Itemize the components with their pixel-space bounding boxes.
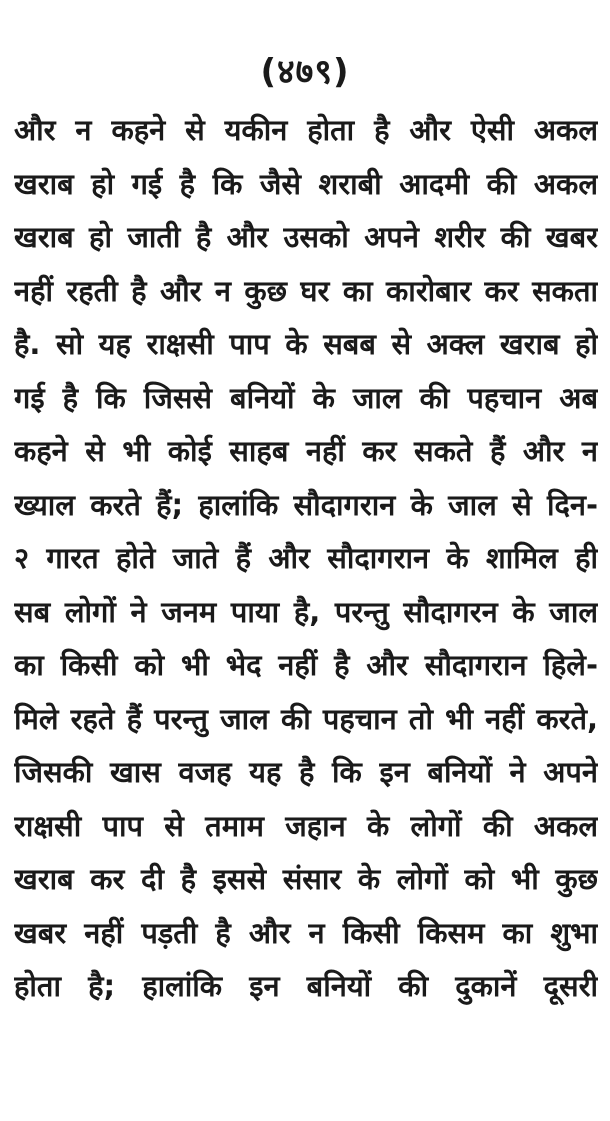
text-line-17: होता है; हालांकि इन बनियों की दुकानें दूसरी (14, 969, 598, 1003)
text-line-13: जिसकी खास वजह यह है कि इन बनियों ने अपने (14, 755, 598, 789)
page-number: (४७९) (260, 52, 350, 92)
text-line-14: राक्षसी पाप से तमाम जहान के लोगों की अकल (14, 808, 598, 843)
text-line-4: नहीं रहती है और न कुछ घर का कारोबार कर सकता (14, 273, 598, 308)
text-line-9: २ गारत होते जाते हैं और सौदागरान के शामिल ही (14, 541, 598, 575)
text-line-11: का किसी को भी भेद नहीं है और सौदागरान हिले- (14, 648, 598, 682)
text-line-6: गई है कि जिससे बनियों के जाल की पहचान अब (14, 380, 598, 415)
text-line-1: और न कहने से यकीन होता है और ऐसी अकल (14, 113, 598, 147)
body-text (14, 104, 598, 1014)
text-line-7: कहने से भी कोई साहब नहीं कर सकते हैं और न (14, 434, 598, 468)
text-line-15: खराब कर दी है इससे संसार के लोगों को भी कुछ (14, 862, 598, 896)
text-line-16: खबर नहीं पड़ती है और न किसी किसम का शुभा (14, 915, 598, 950)
text-line-12: मिले रहते हैं परन्तु जाल की पहचान तो भी नहीं करते, (14, 701, 598, 736)
text-line-3: खराब हो जाती है और उसको अपने शरीर की खबर (14, 220, 598, 254)
text-line-2: खराब हो गई है कि जैसे शराबी आदमी की अकल (14, 166, 598, 201)
text-line-5: है. सो यह राक्षसी पाप के सबब से अक्ल खराब हो (14, 327, 598, 361)
text-line-10: सब लोगों ने जनम पाया है, परन्तु सौदागरन के जाल (14, 594, 598, 629)
text-line-8: ख्याल करते हैं; हालांकि सौदागरान के जाल से दिन- (14, 487, 598, 522)
